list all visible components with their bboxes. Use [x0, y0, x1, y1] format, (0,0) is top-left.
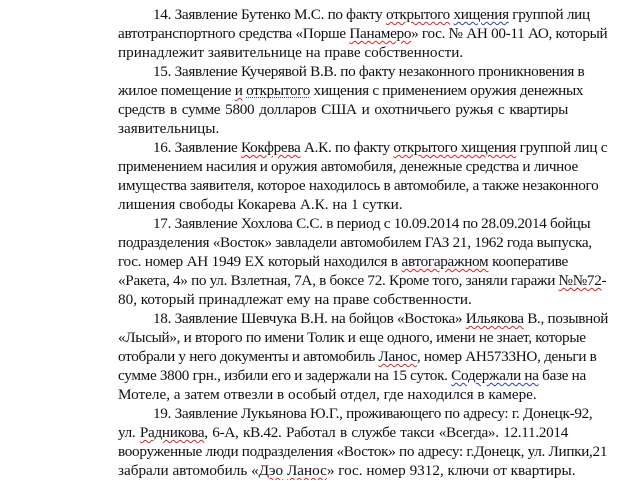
text-run: группой лиц: [508, 6, 590, 23]
text-run: 15. Заявление Кучерявой В.В. по факту незаконного проникновения в: [153, 63, 585, 80]
marked-word: Ланос: [378, 348, 417, 365]
text-run: средств в сумме 5800 долларов США и охотничьего ружья с квартиры: [118, 101, 568, 118]
text-line: [118, 443, 608, 461]
text-run: «Ракета, 4» по ул. Взлетная, 7А, в боксе 72. Кроме того, заняли гаражи: [118, 272, 559, 289]
text-line: [118, 329, 586, 347]
text-line: [118, 386, 537, 404]
text-run: применением насилия и оружия автомобиля, денежные средства и личное: [118, 158, 578, 175]
marked-word: Кокфрева: [241, 139, 301, 156]
text-run: имущества заявителя, которое находилось в автомобиле, а также незаконного: [118, 177, 599, 194]
text-run: отобрали у него документы и автомобиль: [118, 348, 379, 365]
text-run: подразделения «Восток» завладели автомобилем ГАЗ 21, 1962 года выпуска,: [118, 234, 592, 251]
marked-word: Дэо: [258, 462, 284, 479]
text-line: [118, 82, 584, 100]
text-run: , 6-А, кВ.42. Работал в службе такси «Всегда». 12.11.2014: [204, 424, 568, 441]
text-run: сумме 3800 грн., избили его и задержали на 15 суток.: [118, 367, 452, 384]
marked-word: Ланос: [286, 462, 327, 479]
text-line: [118, 234, 592, 252]
text-run: заявительницы.: [118, 120, 220, 137]
text-line: [118, 196, 403, 214]
text-run: » гос. номер 9312, ключи от квартиры.: [326, 462, 576, 479]
text-run: 80, который принадлежат ему на праве собственности.: [118, 291, 472, 308]
text-line: [118, 120, 219, 138]
text-line: [118, 177, 599, 195]
text-line: [118, 272, 607, 290]
text-run: , номер АН5733НО, деньги в: [416, 348, 597, 365]
text-line: [153, 63, 585, 81]
marked-word: открытого: [246, 82, 311, 99]
marked-word: №№72: [558, 272, 602, 289]
text-run: 14. Заявление Бутенко М.С. по факту: [153, 6, 386, 23]
marked-word: Панамеро: [349, 25, 412, 42]
text-run: автотранспортного средства «Порше: [118, 25, 350, 42]
text-line: [118, 291, 472, 309]
marked-word: открытого: [385, 6, 450, 23]
text-run: забрали автомобиль «: [118, 462, 259, 479]
text-line: [153, 310, 609, 328]
text-run: «Лысый», и второго по имени Толик и еще одного, имени не знает, которые: [118, 329, 586, 346]
marked-word: хищения: [453, 6, 509, 23]
text-line: [118, 367, 586, 385]
text-run: Мотеле, а затем отвезли в особый отдел, где находился в камере.: [118, 386, 537, 403]
text-line: [118, 462, 576, 480]
marked-word: и: [234, 82, 243, 99]
text-run: А.К. по факту: [300, 139, 394, 156]
text-run: кооперативе: [488, 253, 568, 270]
text-run: 16. Заявление: [153, 139, 242, 156]
text-run: В., позывной: [523, 310, 609, 327]
marked-word: автогаражном: [401, 253, 489, 270]
text-line: [118, 25, 608, 43]
text-run: » гос. № АН 00-11 АО, который: [411, 25, 608, 42]
marked-word: Содержали на: [451, 367, 539, 384]
text-line: [153, 405, 593, 423]
text-line: [153, 215, 591, 233]
text-run: жилое помещение: [118, 82, 235, 99]
text-run: 19. Заявление Лукьянова Ю.Г., проживающего по адресу: г. Донецк-92,: [153, 405, 593, 422]
text-line: [118, 158, 578, 176]
text-run: группой лиц с: [516, 139, 608, 156]
marked-word: Ильякова: [465, 310, 524, 327]
text-run: гос. номер АН 1949 ЕХ который находился в: [118, 253, 402, 270]
text-run: базе на: [538, 367, 586, 384]
text-run: ул.: [118, 424, 140, 441]
text-run: 17. Заявление Хохлова С.С. в период с 10.09.2014 по 28.09.2014 бойцы: [153, 215, 591, 232]
text-line: [153, 139, 608, 157]
text-run: 18. Заявление Шевчука В.Н. на бойцов «Востока»: [153, 310, 466, 327]
text-line: [118, 253, 568, 271]
text-line: [118, 424, 568, 442]
text-run: принадлежит заявительнице на праве собственности.: [118, 44, 464, 61]
text-line: [118, 101, 568, 119]
text-line: [153, 6, 590, 24]
text-line: [118, 348, 597, 366]
text-line: [118, 44, 463, 62]
marked-word: Радникова: [139, 424, 205, 441]
text-run: лишения свободы Кокарева А.К. на 1 сутки.: [118, 196, 403, 213]
text-run: вооруженные люди подразделения «Восток» по адресу: г.Донецк, ул. Липки,21: [118, 443, 608, 460]
text-run: хищения с применением оружия денежных: [310, 82, 584, 99]
marked-word: открытого хищения: [393, 139, 517, 156]
text-run: -: [601, 272, 607, 289]
